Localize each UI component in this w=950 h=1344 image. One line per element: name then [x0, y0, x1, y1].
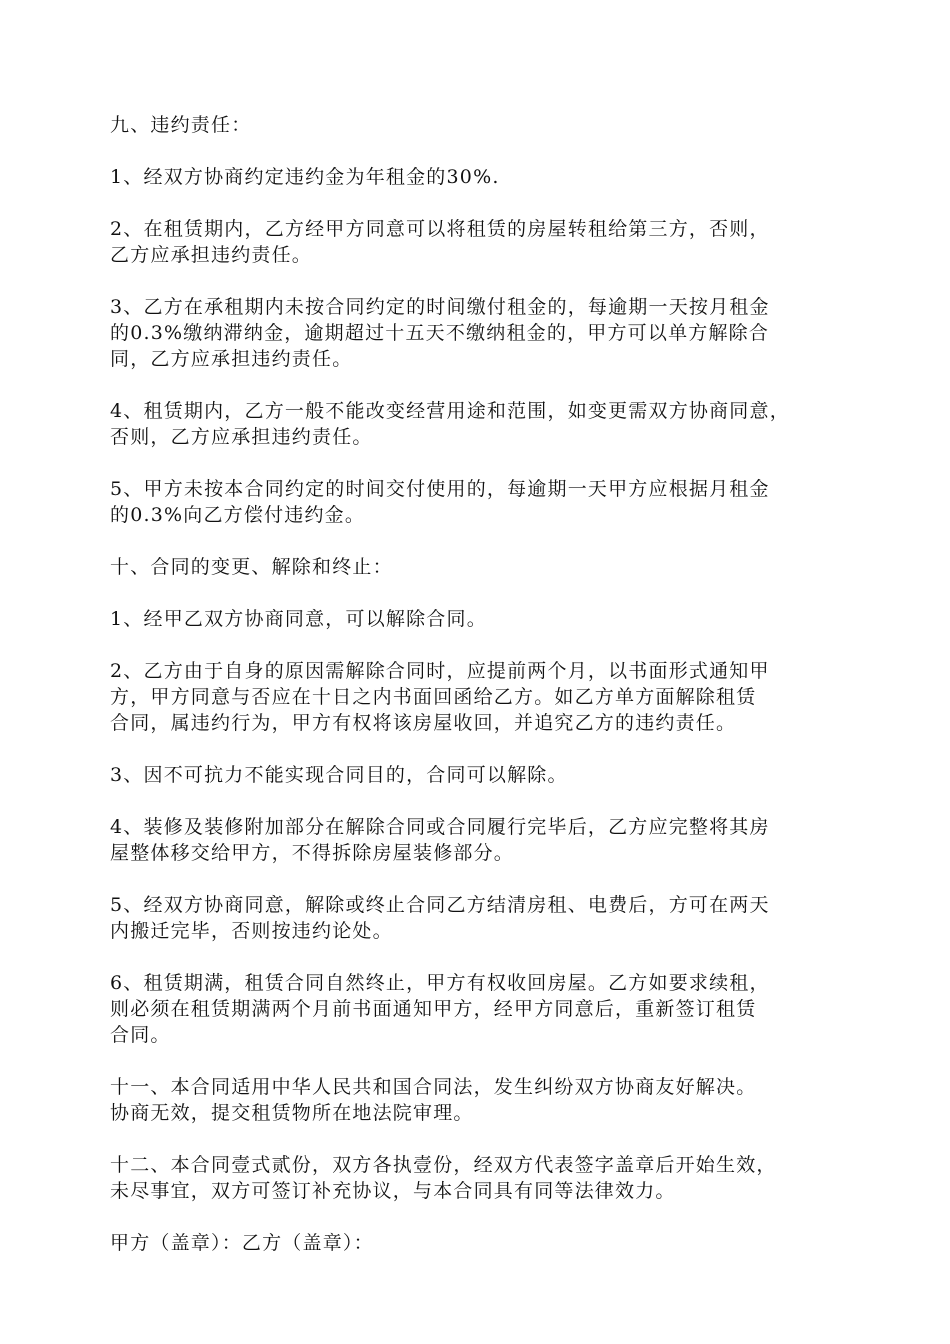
clause-paragraph: 1、经双方协商约定违约金为年租金的30%.	[110, 166, 500, 188]
clause-paragraph: 2、乙方由于自身的原因需解除合同时，应提前两个月，以书面形式通知甲 方，甲方同意与否应在十日之内书面回函给乙方。如乙方单方面解除租赁 合同，属违约行为，甲方有权将该房屋收回，并追究乙方的违约责任。	[110, 660, 770, 734]
signature-line: 甲方（盖章）：乙方（盖章）：	[110, 1232, 374, 1254]
clause-paragraph: 4、租赁期内，乙方一般不能改变经营用途和范围，如变更需双方协商同意， 否则，乙方应承担违约责任。	[110, 400, 790, 448]
document-page	[110, 112, 860, 1282]
clause-paragraph: 4、装修及装修附加部分在解除合同或合同履行完毕后，乙方应完整将其房 屋整体移交给甲方，不得拆除房屋装修部分。	[110, 816, 770, 864]
clause-paragraph: 6、租赁期满，租赁合同自然终止，甲方有权收回房屋。乙方如要求续租， 则必须在租赁期满两个月前书面通知甲方，经甲方同意后，重新签订租赁 合同。	[110, 972, 770, 1046]
clause-paragraph: 3、乙方在承租期内未按合同约定的时间缴付租金的，每逾期一天按月租金 的0.3%缴纳滞纳金，逾期超过十五天不缴纳租金的，甲方可以单方解除合 同，乙方应承担违约责任。	[110, 296, 770, 370]
section-heading-breach: 九、违约责任：	[110, 114, 252, 136]
clause-paragraph: 5、甲方未按本合同约定的时间交付使用的，每逾期一天甲方应根据月租金 的0.3%向乙方偿付违约金。	[110, 478, 770, 526]
clause-paragraph: 5、经双方协商同意，解除或终止合同乙方结清房租、电费后，方可在两天 内搬迁完毕，否则按违约论处。	[110, 894, 770, 942]
clause-paragraph: 1、经甲乙双方协商同意，可以解除合同。	[110, 608, 487, 630]
clause-paragraph: 2、在租赁期内，乙方经甲方同意可以将租赁的房屋转租给第三方，否则， 乙方应承担违约责任。	[110, 218, 770, 266]
section-governing-law: 十一、本合同适用中华人民共和国合同法，发生纠纷双方协商友好解决。 协商无效，提交租赁物所在地法院审理。	[110, 1076, 757, 1124]
section-heading-termination: 十、合同的变更、解除和终止：	[110, 556, 393, 578]
section-effectiveness: 十二、本合同壹式贰份，双方各执壹份，经双方代表签字盖章后开始生效， 未尽事宜，双方可签订补充协议，与本合同具有同等法律效力。	[110, 1154, 777, 1202]
clause-paragraph: 3、因不可抗力不能实现合同目的，合同可以解除。	[110, 764, 568, 786]
